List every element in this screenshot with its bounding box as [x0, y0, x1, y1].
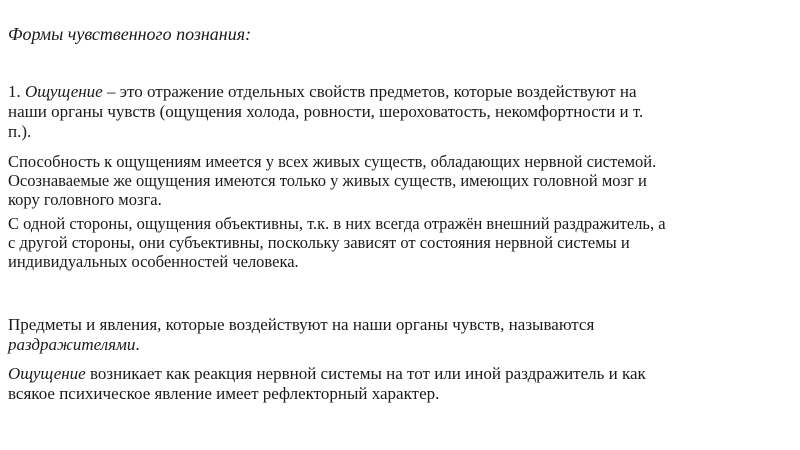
reflex-text: возникает как реакция нервной системы на тот или иной раздражитель и как всякое психическое явление имеет рефлекторный характер. — [8, 364, 646, 403]
paragraph-reflex — [8, 364, 668, 404]
paragraph-stimuli — [8, 315, 668, 355]
paragraph-objectivity: С одной стороны, ощущения объективны, т.к. в них всегда отражён внешний раздражитель, а с другой стороны, они субъективны, поскольку зависят от состояния нервной системы и индивидуальных особенностей человека. — [8, 214, 666, 271]
list-number: 1. — [8, 82, 25, 101]
stimuli-end: . — [135, 335, 140, 354]
stimuli-text: Предметы и явления, которые воздействуют на наши органы чувств, называются — [8, 315, 595, 334]
term-sensation-2: Ощущение — [8, 364, 86, 383]
slide-title: Формы чувственного познания: — [8, 24, 252, 44]
paragraph-sensation-definition — [8, 82, 668, 142]
term-sensation: Ощущение — [25, 82, 103, 101]
definition-text: – это отражение отдельных свойств предметов, которые воздействуют на наши органы чувств (ощущения холода, ровности, шероховатость, некомфортности и т. п.). — [8, 82, 644, 141]
term-stimuli: раздражителями — [8, 335, 136, 354]
paragraph-ability: Способность к ощущениям имеется у всех живых существ, обладающих нервной системой. Осознаваемые же ощущения имеются только у живых существ, имеющих головной мозг и кору головного мозга. — [8, 152, 657, 209]
